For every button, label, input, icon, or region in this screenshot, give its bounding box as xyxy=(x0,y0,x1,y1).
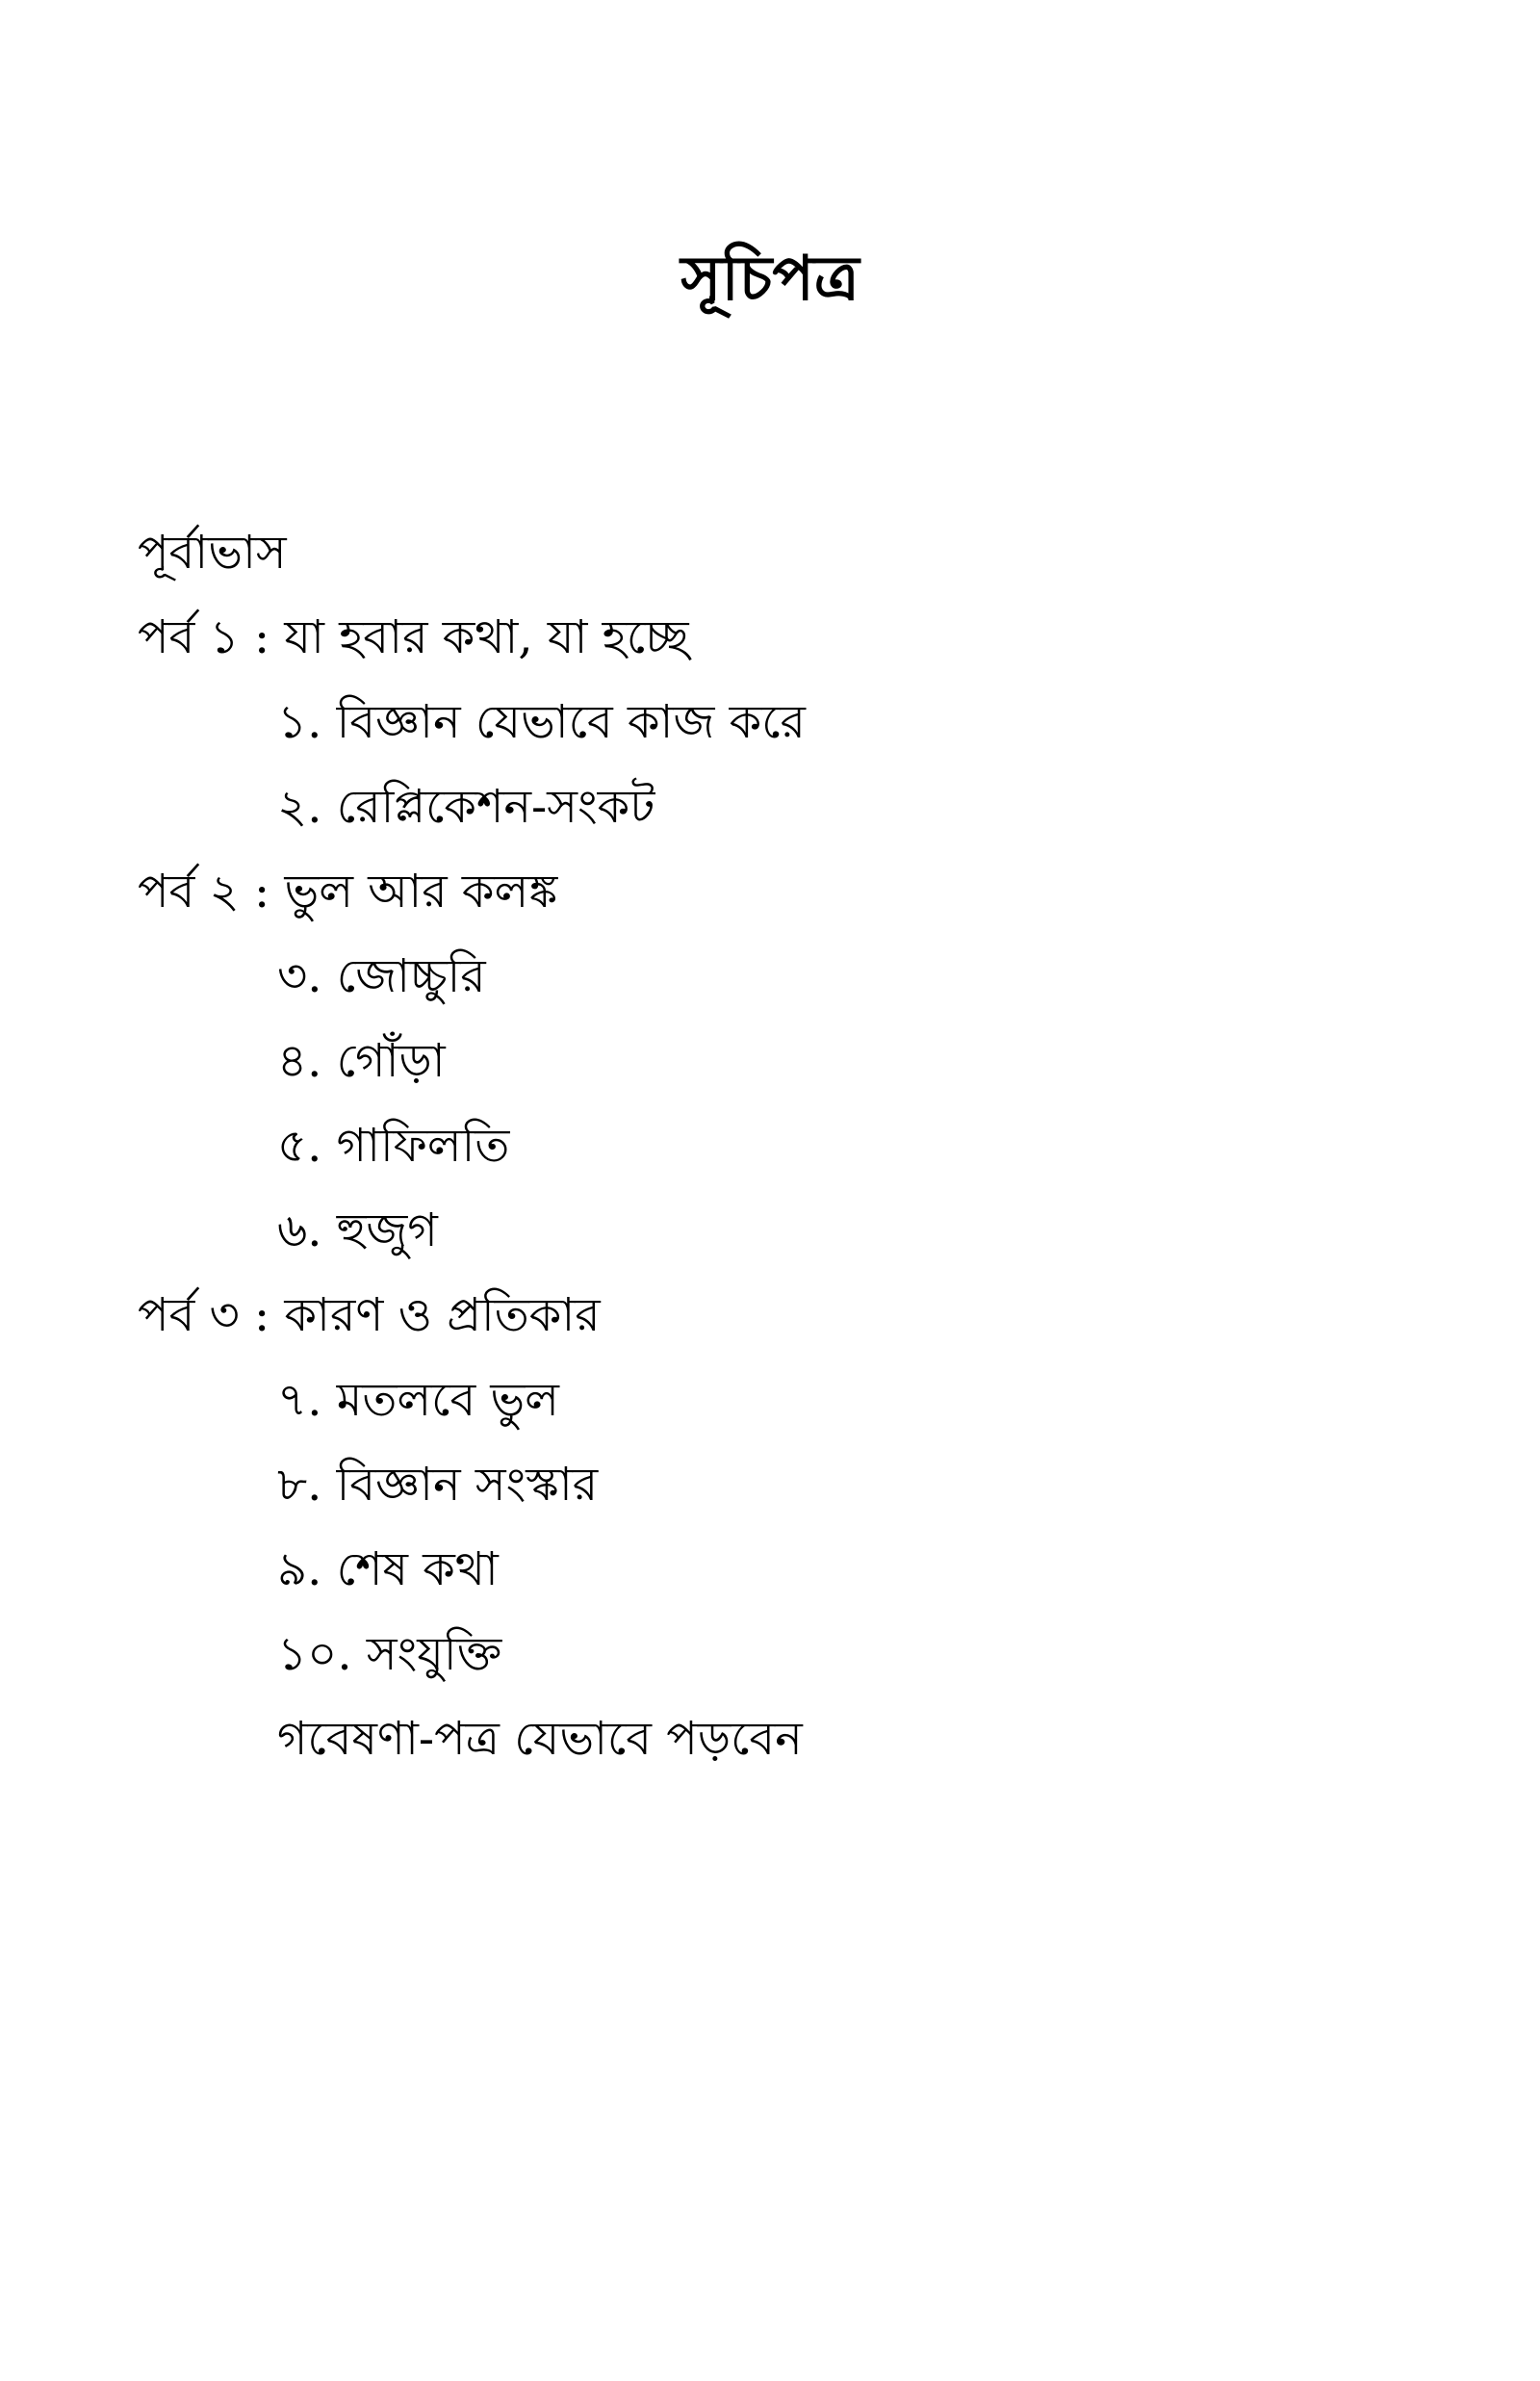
toc-chapter-10: ১০. সংযুক্তি xyxy=(277,1627,502,1681)
toc-chapter-1: ১. বিজ্ঞান যেভাবে কাজ করে xyxy=(277,695,806,749)
toc-chapter-7: ৭. মতলবে ভুল xyxy=(277,1373,559,1427)
toc-chapter-6: ৬. হুজুগ xyxy=(277,1203,438,1257)
toc-chapter-2: ২. রেপ্লিকেশন-সংকট xyxy=(277,780,655,834)
toc-chapter-5: ৫. গাফিলতি xyxy=(277,1119,510,1173)
table-of-contents xyxy=(138,510,1389,1781)
toc-part-3: পর্ব ৩ : কারণ ও প্রতিকার xyxy=(138,1288,601,1342)
toc-chapter-4: ৪. গোঁড়া xyxy=(277,1034,446,1088)
toc-chapter-8: ৮. বিজ্ঞান সংস্কার xyxy=(277,1458,599,1512)
toc-chapter-3: ৩. জোচ্চুরি xyxy=(277,949,486,1003)
toc-chapter-9: ৯. শেষ কথা xyxy=(277,1542,499,1596)
toc-entry-reading-guide: গবেষণা-পত্র যেভাবে পড়বেন xyxy=(277,1712,803,1766)
toc-part-2: পর্ব ২ : ভুল আর কলঙ্ক xyxy=(138,865,558,919)
toc-part-1: পর্ব ১ : যা হবার কথা, যা হচ্ছে xyxy=(138,610,689,664)
page-title: সূচিপত্র xyxy=(680,243,860,315)
toc-entry-preface: পূর্বাভাস xyxy=(138,526,287,580)
